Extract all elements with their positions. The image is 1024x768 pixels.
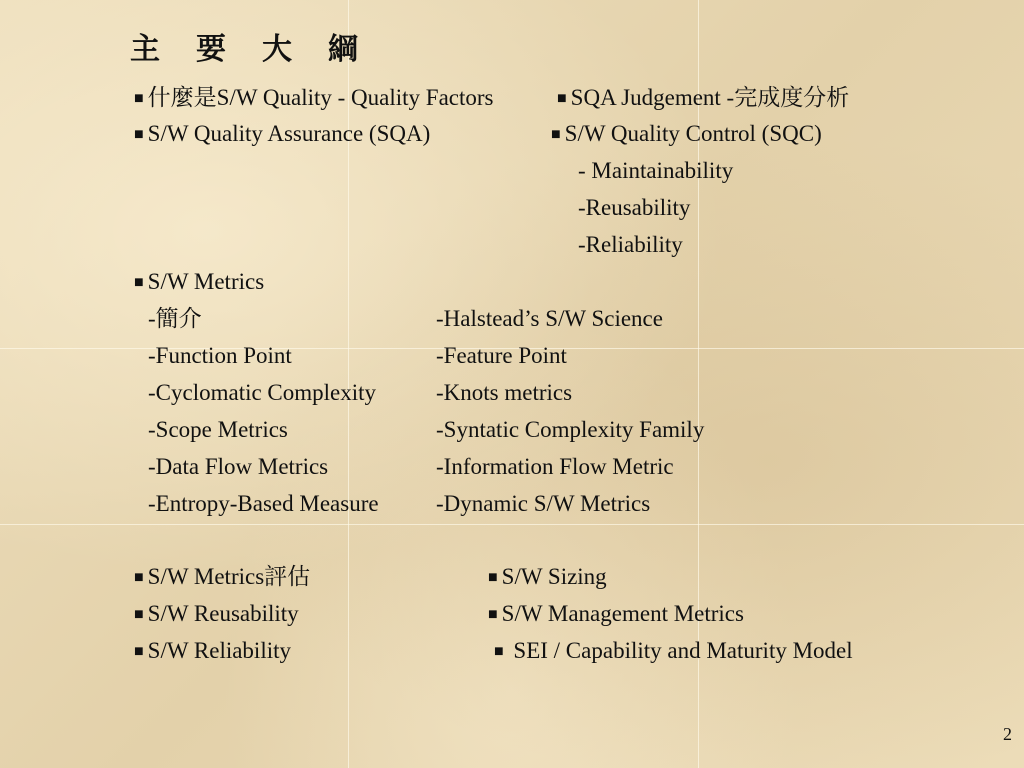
- title-char: 大: [262, 32, 292, 67]
- bullet-icon: ■: [134, 643, 144, 660]
- metric-item: -Data Flow Metrics: [148, 454, 329, 479]
- metric-item: -Feature Point: [436, 343, 567, 368]
- metric-item: -Entropy-Based Measure: [148, 491, 379, 516]
- metric-item: -簡介: [148, 306, 202, 331]
- bullet-icon: ■: [557, 90, 567, 107]
- bullet-icon: ■: [134, 126, 144, 143]
- list-item: [557, 85, 849, 112]
- item-label: S/W Quality Control (SQC): [564, 121, 822, 146]
- list-item: [134, 638, 291, 665]
- item-label: S/W Reusability: [147, 601, 299, 626]
- item-label: S/W Reliability: [147, 638, 291, 663]
- list-item: [494, 638, 853, 665]
- list-item: [134, 85, 494, 112]
- sub-item: -Reliability: [578, 232, 683, 257]
- metric-item: -Dynamic S/W Metrics: [436, 491, 651, 516]
- page-title: [130, 24, 394, 68]
- item-label: SQA Judgement -完成度分析: [570, 85, 850, 110]
- background-seam: [0, 524, 1024, 525]
- metric-item: -Function Point: [148, 343, 292, 368]
- title-char: 綱: [328, 32, 358, 67]
- metric-item: -Cyclomatic Complexity: [148, 380, 377, 405]
- bullet-icon: ■: [488, 569, 498, 586]
- metric-item: -Halstead’s S/W Science: [436, 306, 663, 331]
- bullet-icon: ■: [134, 569, 144, 586]
- metric-item: -Scope Metrics: [148, 417, 288, 442]
- bullet-icon: ■: [488, 606, 498, 623]
- list-item: [134, 601, 299, 628]
- bullet-icon: ■: [134, 90, 144, 107]
- item-label: S/W Metrics: [147, 269, 265, 294]
- list-item: [551, 121, 822, 148]
- metric-item: -Syntatic Complexity Family: [436, 417, 705, 442]
- item-label: S/W Metrics評估: [147, 564, 311, 589]
- bullet-icon: ■: [551, 126, 561, 143]
- title-char: 主: [130, 32, 160, 67]
- item-label: S/W Management Metrics: [501, 601, 744, 626]
- page-number: 2: [1003, 724, 1012, 744]
- metric-item: -Information Flow Metric: [436, 454, 674, 479]
- item-label: S/W Quality Assurance (SQA): [147, 121, 431, 146]
- bullet-icon: ■: [134, 274, 144, 291]
- list-item: [134, 564, 310, 591]
- item-label: SEI / Capability and Maturity Model: [507, 638, 853, 663]
- sub-item: - Maintainability: [578, 158, 734, 183]
- list-item: [488, 601, 744, 628]
- sub-item: -Reusability: [578, 195, 691, 220]
- bullet-icon: ■: [494, 643, 504, 660]
- bullet-icon: ■: [134, 606, 144, 623]
- list-item: [488, 564, 607, 591]
- item-label: S/W Sizing: [501, 564, 607, 589]
- title-char: 要: [196, 32, 226, 67]
- list-item: [134, 121, 430, 148]
- metric-item: -Knots metrics: [436, 380, 573, 405]
- item-label: 什麼是S/W Quality - Quality Factors: [147, 85, 494, 110]
- list-item: [134, 269, 264, 296]
